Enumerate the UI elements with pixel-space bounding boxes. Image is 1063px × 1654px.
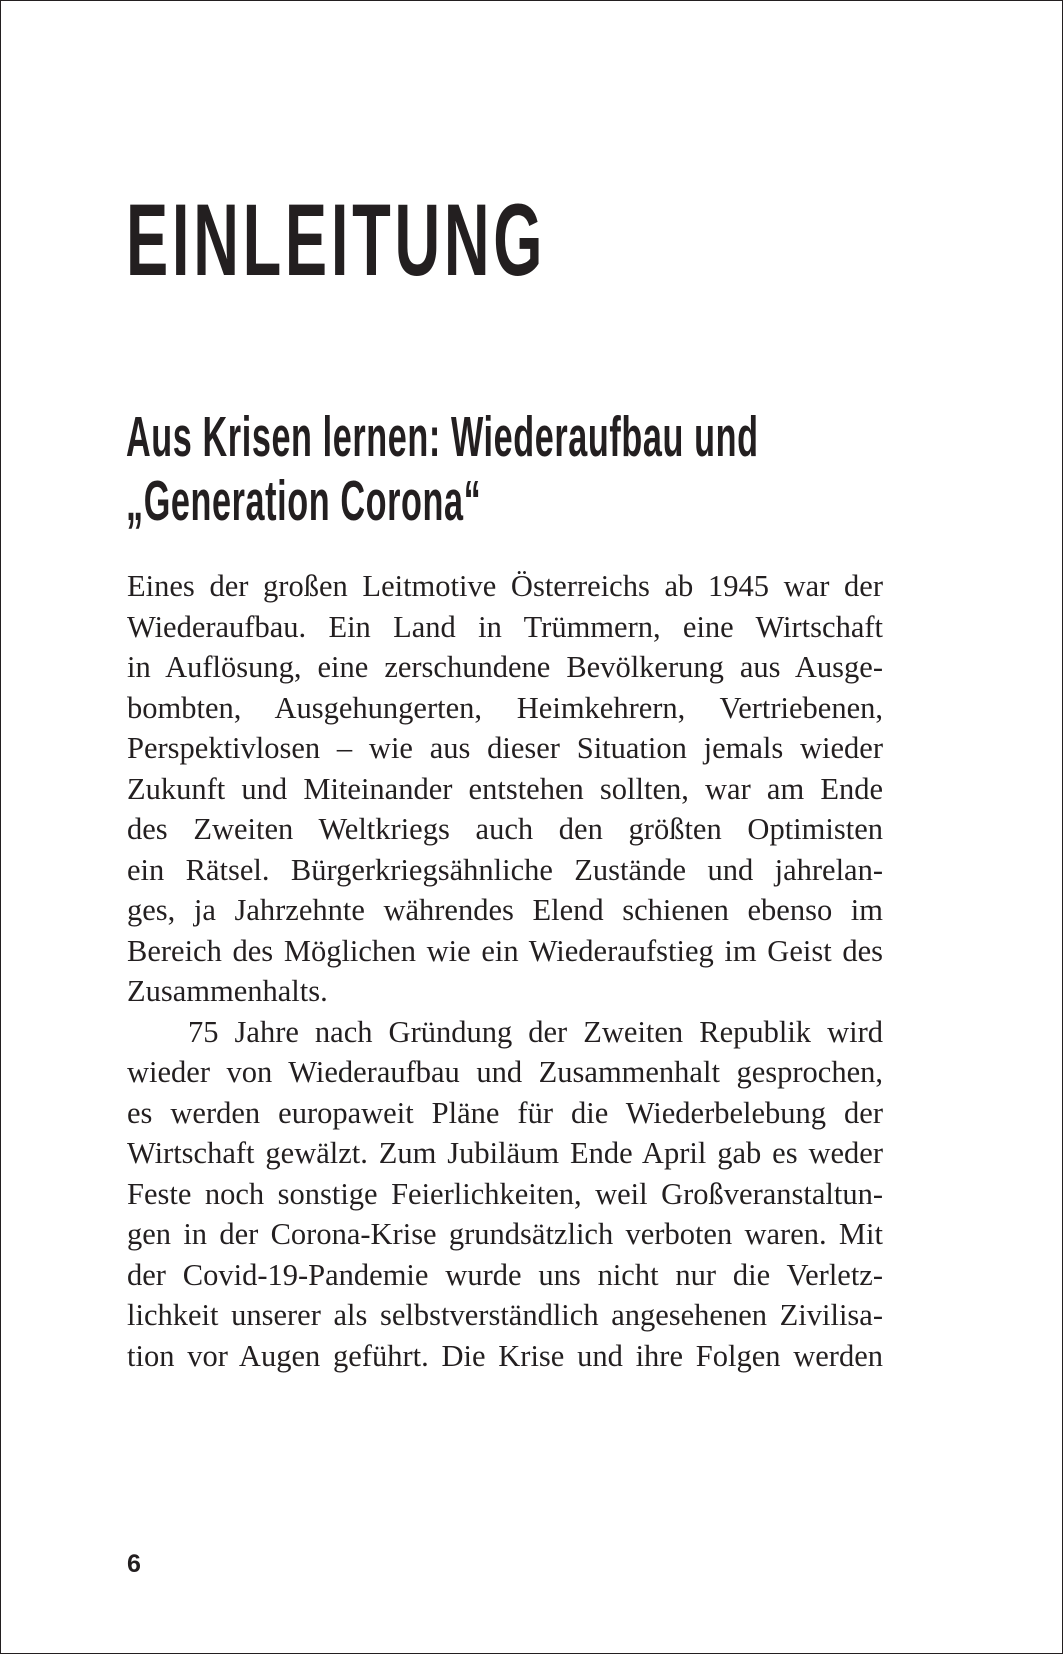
section-heading-line-1: Aus Krisen lernen: Wiederaufbau und <box>126 405 759 469</box>
text-line: der Covid-19-Pandemie wurde uns nicht nur die Verletz- <box>127 1257 883 1292</box>
text-line: Wiederaufbau. Ein Land in Trümmern, eine Wirtschaft <box>127 609 883 644</box>
text-line: in Auflösung, eine zerschundene Bevölkerung aus Ausge- <box>127 650 883 684</box>
text-line: des Zweiten Weltkriegs auch den größten Optimisten <box>127 812 883 846</box>
text-line: bombten, Ausgehungerten, Heimkehrern, Vertriebenen, <box>127 690 883 725</box>
text-line: es werden europaweit Pläne für die Wiederbelebung der <box>127 1095 883 1130</box>
paragraph-1 <box>127 566 883 1012</box>
text-line: 75 Jahre nach Gründung der Zweiten Republik wird <box>188 1014 883 1049</box>
section-heading <box>126 405 846 533</box>
text-line: Zukunft und Miteinander entstehen sollten, war am Ende <box>127 771 883 806</box>
section-heading-line-2: „Generation Corona“ <box>126 469 482 533</box>
text-line: Feste noch sonstige Feierlichkeiten, weil Großveranstaltun- <box>127 1176 883 1211</box>
text-line: Perspektivlosen – wie aus dieser Situation jemals wieder <box>127 731 883 765</box>
text-line: Wirtschaft gewälzt. Zum Jubiläum Ende April gab es weder <box>127 1136 883 1170</box>
text-line: Zusammenhalts. <box>127 974 328 1008</box>
text-line: wieder von Wiederaufbau und Zusammenhalt gesprochen, <box>127 1055 883 1089</box>
page-number: 6 <box>127 1550 141 1578</box>
text-line: Bereich des Möglichen wie ein Wiederaufstieg im Geist des <box>127 933 883 968</box>
body-text <box>127 566 883 1376</box>
text-line: ein Rätsel. Bürgerkriegsähnliche Zustände und jahrelan- <box>127 852 883 887</box>
paragraph-2 <box>127 1012 883 1377</box>
text-line: Eines der großen Leitmotive Österreichs ab 1945 war der <box>127 569 883 603</box>
text-line: tion vor Augen geführt. Die Krise und ihre Folgen werden <box>127 1338 883 1373</box>
text-line: lichkeit unserer als selbstverständlich angesehenen Zivilisa- <box>127 1298 883 1332</box>
text-line: ges, ja Jahrzehnte währendes Elend schienen ebenso im <box>127 893 883 927</box>
text-line: gen in der Corona-Krise grundsätzlich verboten waren. Mit <box>127 1217 883 1251</box>
chapter-title: EINLEITUNG <box>126 183 547 297</box>
